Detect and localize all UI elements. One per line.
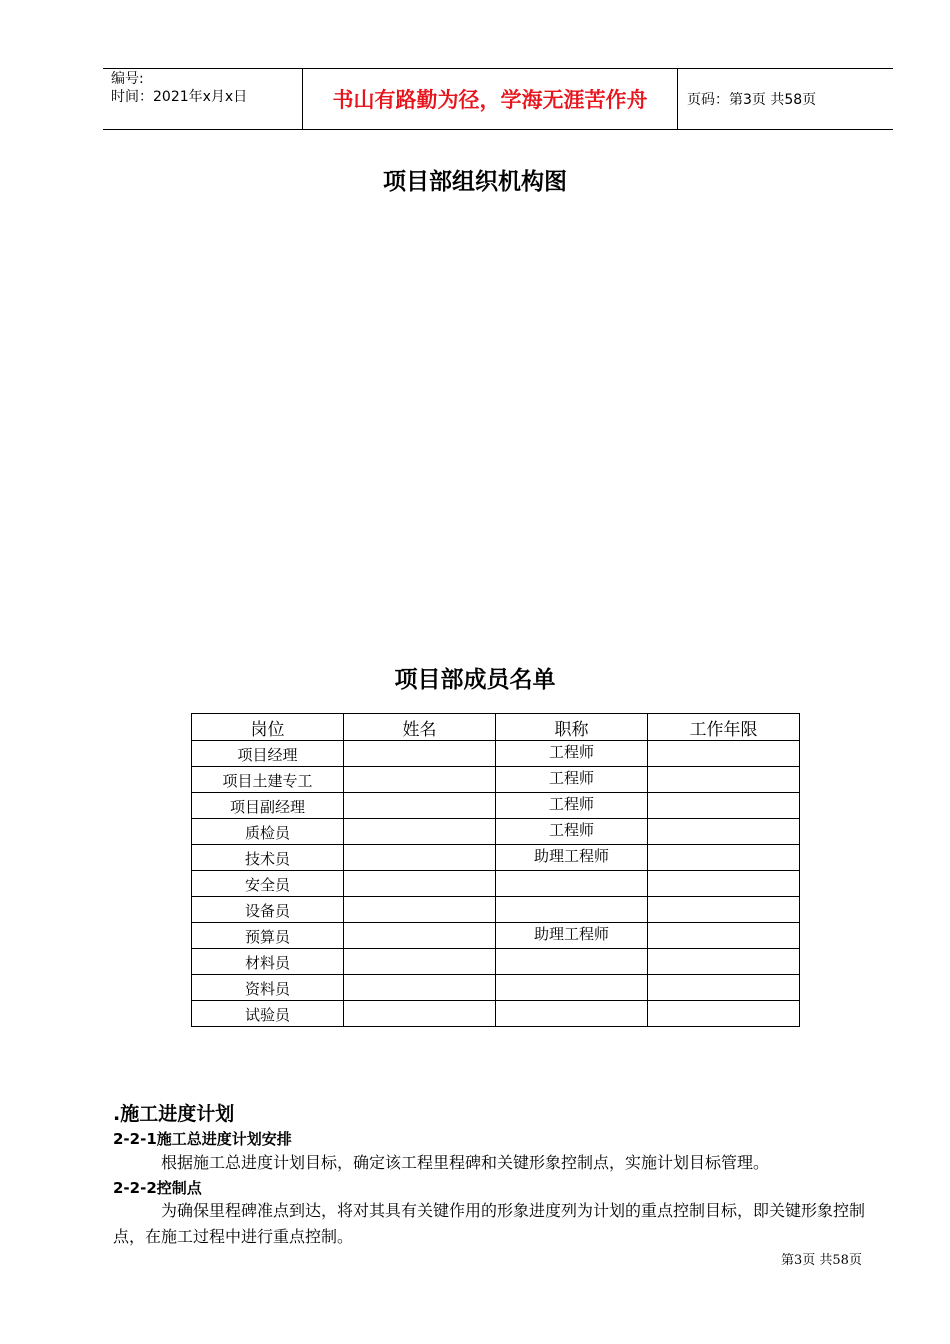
number-label: 编号: [111, 71, 144, 87]
table-row [192, 923, 800, 949]
name-cell [344, 1001, 496, 1027]
table-row [192, 845, 800, 871]
page-footer: 第3页 共58页 [781, 1253, 862, 1268]
years-cell [648, 793, 800, 819]
years-cell [648, 819, 800, 845]
title-cell [496, 975, 648, 1001]
header-meta [103, 69, 303, 129]
position-cell: 质检员 [192, 819, 344, 845]
time-label: 时间：2021年x月x日 [111, 89, 248, 105]
name-cell [344, 741, 496, 767]
table-row [192, 897, 800, 923]
paragraph-schedule: 根据施工总进度计划目标，确定该工程里程碑和关键形象控制点，实施计划目标管理。 [161, 1153, 770, 1172]
page-header [103, 68, 893, 130]
subsection-heading-schedule: 2-2-1施工总进度计划安排 [113, 1130, 292, 1148]
position-cell: 预算员 [192, 923, 344, 949]
years-cell [648, 1001, 800, 1027]
title-cell [496, 897, 648, 923]
position-cell: 设备员 [192, 897, 344, 923]
name-cell [344, 975, 496, 1001]
title-cell [496, 949, 648, 975]
column-header: 姓名 [344, 714, 496, 741]
column-header: 职称 [496, 714, 648, 741]
position-cell: 项目土建专工 [192, 767, 344, 793]
title-cell [496, 1001, 648, 1027]
title-cell: 工程师 [496, 793, 648, 819]
table-row [192, 871, 800, 897]
header-page-info: 页码：第3页 共58页 [687, 92, 817, 108]
table-row [192, 975, 800, 1001]
position-cell: 项目副经理 [192, 793, 344, 819]
table-row [192, 819, 800, 845]
name-cell [344, 819, 496, 845]
title-cell: 助理工程师 [496, 923, 648, 949]
years-cell [648, 923, 800, 949]
position-cell: 资料员 [192, 975, 344, 1001]
member-table [191, 713, 800, 1027]
table-row [192, 949, 800, 975]
position-cell: 安全员 [192, 871, 344, 897]
years-cell [648, 845, 800, 871]
years-cell [648, 871, 800, 897]
years-cell [648, 975, 800, 1001]
title-cell: 助理工程师 [496, 845, 648, 871]
column-header: 工作年限 [648, 714, 800, 741]
title-cell: 工程师 [496, 741, 648, 767]
name-cell [344, 793, 496, 819]
table-row [192, 1001, 800, 1027]
title-cell: 工程师 [496, 767, 648, 793]
years-cell [648, 741, 800, 767]
header-motto: 书山有路勤为径，学海无涯苦作舟 [303, 69, 678, 129]
name-cell [344, 949, 496, 975]
name-cell [344, 897, 496, 923]
years-cell [648, 949, 800, 975]
table-row [192, 767, 800, 793]
table-header-row [192, 714, 800, 741]
position-cell: 试验员 [192, 1001, 344, 1027]
table-row [192, 741, 800, 767]
name-cell [344, 923, 496, 949]
position-cell: 技术员 [192, 845, 344, 871]
column-header: 岗位 [192, 714, 344, 741]
org-chart-title: 项目部组织机构图 [383, 169, 567, 195]
title-cell: 工程师 [496, 819, 648, 845]
years-cell [648, 897, 800, 923]
member-list-title: 项目部成员名单 [394, 667, 556, 693]
position-cell: 材料员 [192, 949, 344, 975]
years-cell [648, 767, 800, 793]
name-cell [344, 845, 496, 871]
paragraph-control-points: 为确保里程碑准点到达，将对其具有关键作用的形象进度列为计划的重点控制目标，即关键形象控制点，在施工过程中进行重点控制。 [113, 1201, 866, 1246]
subsection-heading-control-points: 2-2-2控制点 [113, 1179, 202, 1197]
name-cell [344, 871, 496, 897]
table-row [192, 793, 800, 819]
title-cell [496, 871, 648, 897]
name-cell [344, 767, 496, 793]
position-cell: 项目经理 [192, 741, 344, 767]
section-heading: .施工进度计划 [113, 1103, 235, 1125]
